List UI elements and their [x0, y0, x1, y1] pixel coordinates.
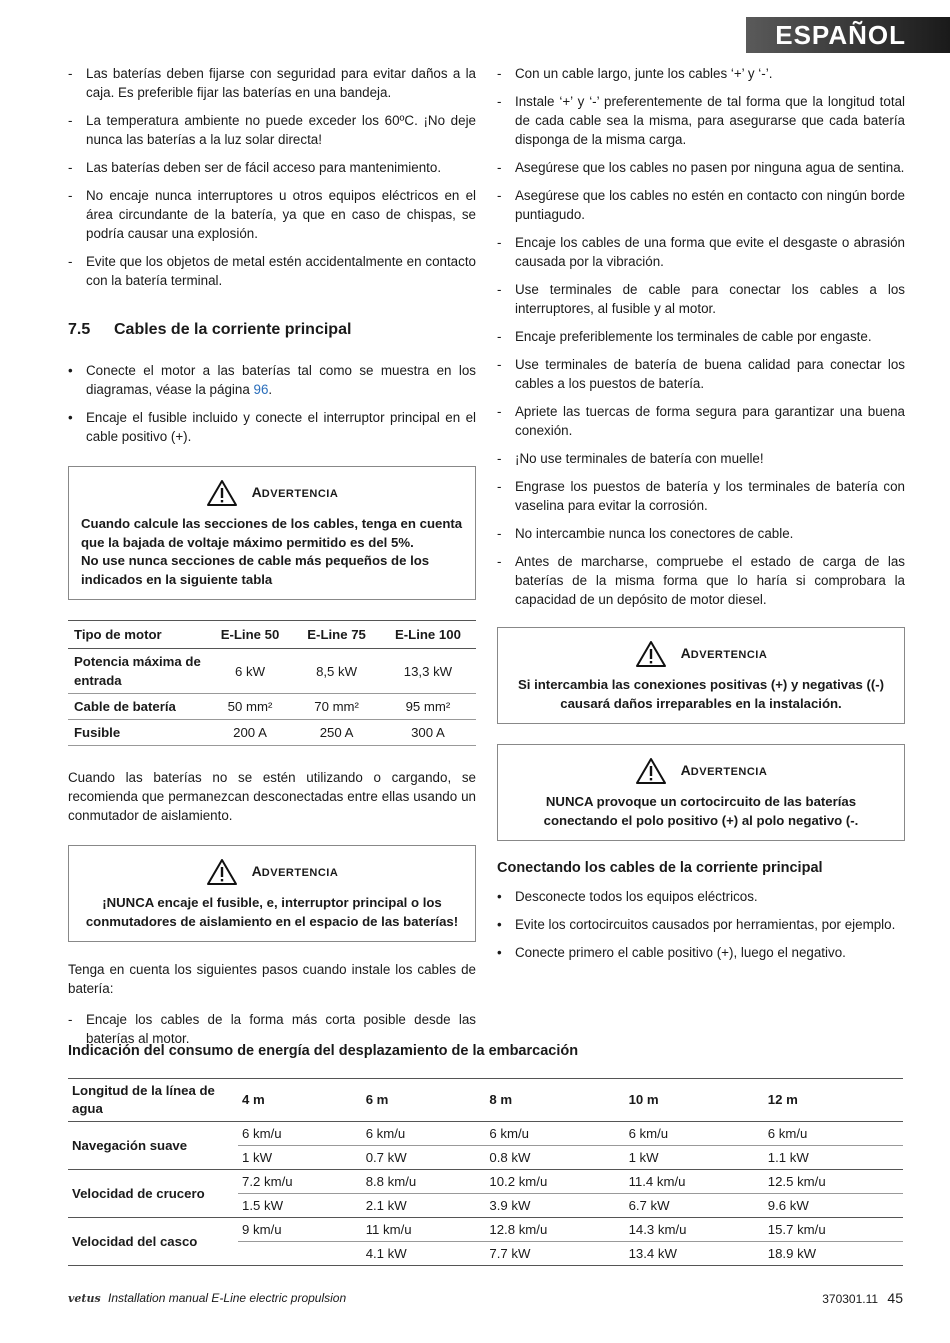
connection-steps-list: [68, 361, 476, 446]
warning-text: Cuando calcule las secciones de los cables, tenga en cuenta que la bajada de voltaje máximo permitido es del 5%.: [81, 516, 463, 550]
table-cell: 13,3 kW: [380, 649, 476, 694]
table-cell: 6 km/u: [625, 1122, 764, 1146]
warning-box-polarity: [497, 627, 905, 724]
table-cell: 250 A: [293, 720, 380, 746]
warning-box-fuse-placement: [68, 845, 476, 942]
table-cell: 8.8 km/u: [362, 1170, 486, 1194]
warning-title-rest: DVERTENCIA: [261, 866, 339, 879]
battery-requirements-list: [68, 64, 476, 290]
warning-triangle-icon: [206, 858, 238, 886]
row-label: Potencia máxima de entrada: [68, 649, 207, 694]
consumption-table: [68, 1078, 903, 1266]
column-header: 4 m: [238, 1079, 362, 1122]
warning-triangle-icon: [635, 640, 667, 668]
list-item: - Antes de marcharse, compruebe el estado de carga de las baterías de la misma forma que lo haría si comprobara la capacidad de un depósito de motor diesel.: [497, 552, 905, 609]
list-item: - No intercambie nunca los conectores de cable.: [497, 524, 905, 543]
list-item: - Encaje preferiblemente los terminales de cable por engaste.: [497, 327, 905, 346]
warning-text: NUNCA provoque un cortocircuito de las baterías conectando el polo positivo (+) al polo negativo (-.: [543, 794, 859, 828]
table-cell: 1.1 kW: [764, 1146, 903, 1170]
subsection-heading: Conectando los cables de la corriente principal: [497, 860, 823, 876]
row-label: Navegación suave: [68, 1122, 238, 1170]
table-row: [68, 1122, 903, 1146]
table-cell: 12.8 km/u: [485, 1218, 624, 1242]
table-row: [68, 1170, 903, 1194]
table-cell: 300 A: [380, 720, 476, 746]
page-number: 45: [887, 1290, 903, 1306]
section-title: Cables de la corriente principal: [114, 321, 352, 338]
list-item: - Evite que los objetos de metal estén accidentalmente en contacto con la batería terminal.: [68, 252, 476, 290]
table-cell: [238, 1242, 362, 1266]
list-item-text: Conecte el motor a las baterías tal como se muestra en los diagramas, véase la página: [86, 363, 476, 397]
list-item: - Apriete las tuercas de forma segura para garantizar una buena conexión.: [497, 402, 905, 440]
list-item: - Asegúrese que los cables no pasen por ninguna agua de sentina.: [497, 158, 905, 177]
warning-text: Si intercambia las conexiones positivas (+) y negativas ((-) causará daños irreparables en la instalación.: [517, 677, 885, 711]
list-item: - Con un cable largo, junte los cables ‘+’ y ‘-’.: [497, 64, 905, 83]
column-header: E-Line 100: [380, 621, 476, 649]
list-item: - Use terminales de batería de buena calidad para conectar los cables a los puestos de batería.: [497, 355, 905, 393]
table-cell: 200 A: [207, 720, 294, 746]
section-heading: [68, 320, 476, 340]
table-cell: 14.3 km/u: [625, 1218, 764, 1242]
warning-title-rest: DVERTENCIA: [261, 487, 339, 500]
list-item: - Instale ‘+’ y ‘-’ preferentemente de tal forma que la longitud total de cada cable sea la misma, para asegurarse que cada batería disponga de la misma carga.: [497, 92, 905, 149]
table-cell: 7.2 km/u: [238, 1170, 362, 1194]
list-item: - ¡No use terminales de batería con muelle!: [497, 449, 905, 468]
document-title: Installation manual E-Line electric propulsion: [108, 1291, 347, 1305]
right-column: [497, 64, 905, 971]
warning-header: [510, 640, 892, 668]
warning-text: ¡NUNCA encaje el fusible, e, interruptor principal o los conmutadores de aislamiento en el espacio de las baterías!: [85, 895, 459, 929]
warning-title: [252, 862, 339, 883]
table-cell: 11.4 km/u: [625, 1170, 764, 1194]
column-header: E-Line 75: [293, 621, 380, 649]
table-cell: 10.2 km/u: [485, 1170, 624, 1194]
warning-title: [681, 761, 768, 782]
row-label: Velocidad de crucero: [68, 1170, 238, 1218]
table-row: [68, 694, 476, 720]
warning-box-short-circuit: [497, 744, 905, 841]
warning-header: [510, 757, 892, 785]
list-item: • Encaje el fusible incluido y conecte el interruptor principal en el cable positivo (+).: [68, 408, 476, 446]
warning-triangle-icon: [206, 479, 238, 507]
list-item-text-end: .: [268, 382, 273, 397]
warning-title-rest: DVERTENCIA: [690, 648, 768, 661]
document-number: 370301.11: [822, 1292, 879, 1306]
language-tab: ESPAÑOL: [746, 17, 950, 53]
table-cell: 13.4 kW: [625, 1242, 764, 1266]
table-row: [68, 1218, 903, 1242]
list-item: - Use terminales de cable para conectar los cables a los interruptores, al fusible y al motor.: [497, 280, 905, 318]
table-cell: 6 km/u: [764, 1122, 903, 1146]
cable-guidelines-list: [497, 64, 905, 609]
table-cell: 0.8 kW: [485, 1146, 624, 1170]
table-cell: 70 mm²: [293, 694, 380, 720]
row-label: Fusible: [68, 720, 207, 746]
table-cell: 3.9 kW: [485, 1194, 624, 1218]
warning-title: [252, 483, 339, 504]
column-header: 6 m: [362, 1079, 486, 1122]
warning-title-initial: A: [680, 644, 691, 661]
table-row: [68, 649, 476, 694]
warning-title: [681, 644, 768, 665]
list-item: • Conecte primero el cable positivo (+), luego el negativo.: [497, 943, 905, 962]
table-cell: 18.9 kW: [764, 1242, 903, 1266]
list-item: • Desconecte todos los equipos eléctricos.: [497, 887, 905, 906]
table-cell: 6 km/u: [362, 1122, 486, 1146]
table-cell: 9 km/u: [238, 1218, 362, 1242]
table-cell: 0.7 kW: [362, 1146, 486, 1170]
list-item: • Evite los cortocircuitos causados por herramientas, por ejemplo.: [497, 915, 905, 934]
list-item: - Encaje los cables de la forma más corta posible desde las baterías al motor.: [68, 1010, 476, 1048]
table-cell: 95 mm²: [380, 694, 476, 720]
list-item: - Las baterías deben ser de fácil acceso para mantenimiento.: [68, 158, 476, 177]
table-cell: 6 km/u: [485, 1122, 624, 1146]
isolation-switch-paragraph: Cuando las baterías no se estén utilizando o cargando, se recomienda que permanezcan desconectadas entre ellas usando un conmutador de aislamiento.: [68, 770, 476, 823]
table-cell: 2.1 kW: [362, 1194, 486, 1218]
table-cell: 6 km/u: [238, 1122, 362, 1146]
brand-logo: vetus: [68, 1292, 101, 1305]
footer-right: [822, 1289, 903, 1309]
list-item: - La temperatura ambiente no puede exceder los 60ºC. ¡No deje nunca las baterías a la luz solar directa!: [68, 111, 476, 149]
table-row: [68, 720, 476, 746]
connection-order-list: [497, 887, 905, 962]
column-header: Longitud de la línea de agua: [68, 1079, 238, 1122]
list-item: - Las baterías deben fijarse con seguridad para evitar daños a la caja. Es preferible fijar las baterías en una bandeja.: [68, 64, 476, 102]
row-label: Velocidad del casco: [68, 1218, 238, 1266]
table-cell: 1 kW: [625, 1146, 764, 1170]
section-number: 7.5: [68, 321, 91, 338]
warning-header: [81, 479, 463, 507]
warning-title-initial: A: [680, 761, 691, 778]
table-header-row: [68, 1079, 903, 1122]
column-header: Tipo de motor: [68, 621, 207, 649]
table-cell: 8,5 kW: [293, 649, 380, 694]
list-item: - Asegúrese que los cables no estén en contacto con ningún borde puntiagudo.: [497, 186, 905, 224]
table-header-row: [68, 621, 476, 649]
warning-header: [81, 858, 463, 886]
page-footer: [68, 1289, 903, 1308]
table-cell: 6.7 kW: [625, 1194, 764, 1218]
table-cell: 50 mm²: [207, 694, 294, 720]
warning-box-cable-sections: [68, 466, 476, 600]
list-item: - Engrase los puestos de batería y los terminales de batería con vaselina para evitar la corrosión.: [497, 477, 905, 515]
warning-title-initial: A: [251, 862, 262, 879]
warning-title-initial: A: [251, 483, 262, 500]
table-cell: 1 kW: [238, 1146, 362, 1170]
table-cell: 12.5 km/u: [764, 1170, 903, 1194]
table-cell: 1.5 kW: [238, 1194, 362, 1218]
row-label: Cable de batería: [68, 694, 207, 720]
table-cell: 7.7 kW: [485, 1242, 624, 1266]
table-cell: 9.6 kW: [764, 1194, 903, 1218]
consumption-table-title: Indicación del consumo de energía del desplazamiento de la embarcación: [68, 1043, 579, 1059]
table-cell: 4.1 kW: [362, 1242, 486, 1266]
warning-triangle-icon: [635, 757, 667, 785]
list-item: - No encaje nunca interruptores u otros equipos eléctricos en el área circundante de la batería, ya que en caso de chispas, se podría causar una explosión.: [68, 186, 476, 243]
list-item: [68, 361, 476, 399]
column-header: 8 m: [485, 1079, 624, 1122]
table-cell: 6 kW: [207, 649, 294, 694]
installation-steps-intro: Tenga en cuenta los siguientes pasos cuando instale los cables de batería:: [68, 962, 476, 996]
column-header: E-Line 50: [207, 621, 294, 649]
page-reference-link[interactable]: 96: [253, 382, 269, 397]
column-header: 10 m: [625, 1079, 764, 1122]
column-header: 12 m: [764, 1079, 903, 1122]
table-cell: 15.7 km/u: [764, 1218, 903, 1242]
cable-spec-table: [68, 620, 476, 746]
warning-title-rest: DVERTENCIA: [690, 765, 768, 778]
warning-text: No use nunca secciones de cable más pequeños de los indicados en la siguiente tabla: [81, 553, 430, 587]
left-column: [68, 64, 476, 1057]
table-cell: 11 km/u: [362, 1218, 486, 1242]
list-item: - Encaje los cables de una forma que evite el desgaste o abrasión causada por la vibración.: [497, 233, 905, 271]
